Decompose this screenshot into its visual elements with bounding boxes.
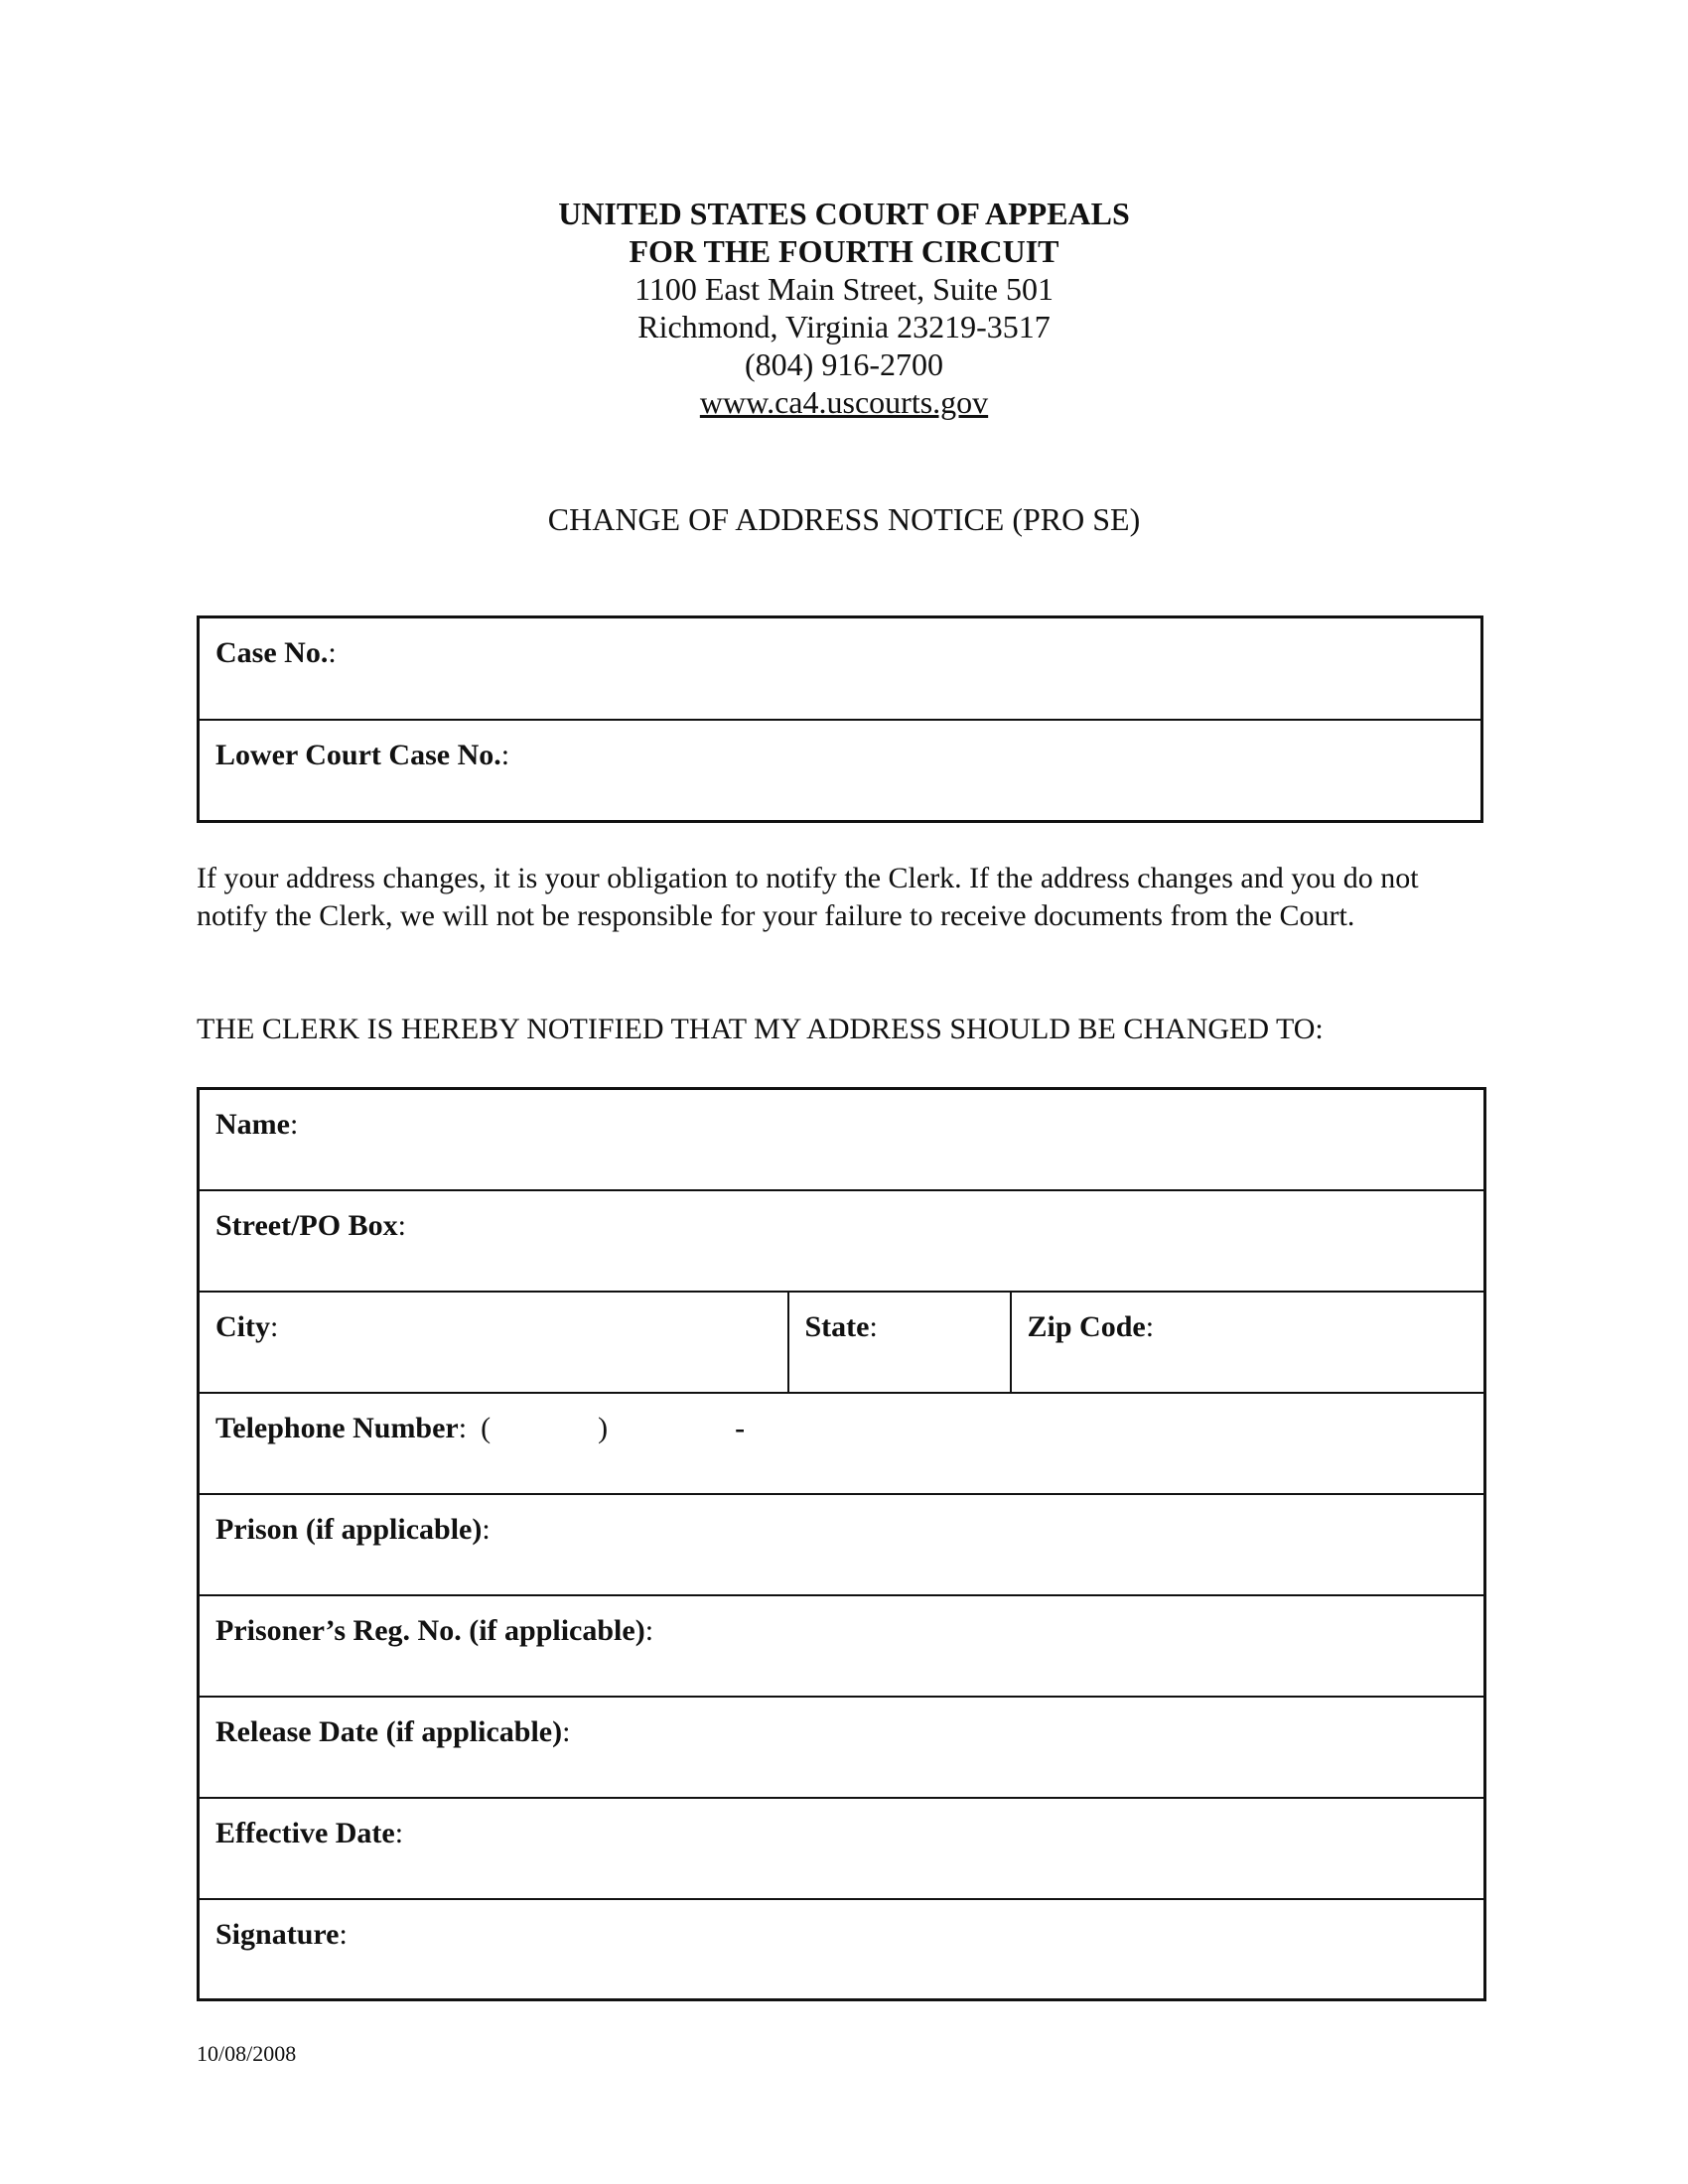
telephone-field[interactable] [199,1393,1485,1494]
city-label: City [215,1309,270,1343]
state-label: State [804,1309,870,1343]
telephone-label: Telephone Number [215,1411,459,1444]
release-date-label: Release Date (if applicable) [215,1714,563,1748]
effective-date-field[interactable] [199,1798,1485,1899]
case-no-label: Case No. [215,636,329,669]
effective-date-label: Effective Date [215,1816,395,1849]
phone-close-paren: ) [598,1411,609,1444]
label-colon: : [394,1816,404,1849]
zip-field[interactable] [1011,1292,1485,1393]
new-address-table [197,1087,1486,2001]
name-field[interactable] [199,1089,1485,1190]
label-colon: : [500,738,510,771]
court-header [0,195,1688,421]
label-colon: : [458,1411,468,1444]
label-colon: : [339,1917,348,1951]
state-field[interactable] [788,1292,1011,1393]
label-colon: : [289,1108,299,1141]
prison-field[interactable] [199,1494,1485,1595]
court-address-line2: Richmond, Virginia 23219-3517 [637,309,1051,344]
notification-heading: THE CLERK IS HEREBY NOTIFIED THAT MY ADDRESS SHOULD BE CHANGED TO: [197,1013,1324,1045]
court-name-line2: FOR THE FOURTH CIRCUIT [629,233,1059,269]
label-colon: : [562,1714,571,1748]
name-label: Name [215,1108,290,1141]
label-colon: : [328,636,337,669]
label-colon: : [482,1512,491,1546]
reg-no-label: Prisoner’s Reg. No. (if applicable) [215,1613,645,1647]
signature-label: Signature [215,1917,340,1951]
reg-no-field[interactable] [199,1595,1485,1697]
court-phone: (804) 916-2700 [745,346,943,382]
court-address-line1: 1100 East Main Street, Suite 501 [634,271,1054,307]
phone-open-paren: ( [481,1411,492,1444]
court-website-link[interactable]: www.ca4.uscourts.gov [699,384,989,420]
phone-dash: - [735,1411,746,1444]
lower-court-case-no-field[interactable] [199,720,1482,822]
case-number-table [197,615,1483,823]
notice-title: CHANGE OF ADDRESS NOTICE (PRO SE) [547,501,1141,537]
release-date-field[interactable] [199,1697,1485,1798]
signature-field[interactable] [199,1899,1485,2000]
court-name-line1: UNITED STATES COURT OF APPEALS [558,196,1130,231]
label-colon: : [1145,1309,1155,1343]
case-no-field[interactable] [199,617,1482,720]
street-label: Street/PO Box [215,1208,398,1242]
label-colon: : [397,1208,406,1242]
prison-label: Prison (if applicable) [215,1512,483,1546]
city-field[interactable] [199,1292,788,1393]
label-colon: : [270,1309,279,1343]
form-revision-date: 10/08/2008 [197,2041,297,2066]
lower-court-case-no-label: Lower Court Case No. [215,738,501,771]
obligation-paragraph: If your address changes, it is your obligation to notify the Clerk. If the address changes and you do not notify the Clerk, we will not be responsible for your failure to receive documents from the Court. [197,862,1419,932]
zip-label: Zip Code [1027,1309,1146,1343]
label-colon: : [644,1613,654,1647]
label-colon: : [869,1309,878,1343]
street-field[interactable] [199,1190,1485,1292]
